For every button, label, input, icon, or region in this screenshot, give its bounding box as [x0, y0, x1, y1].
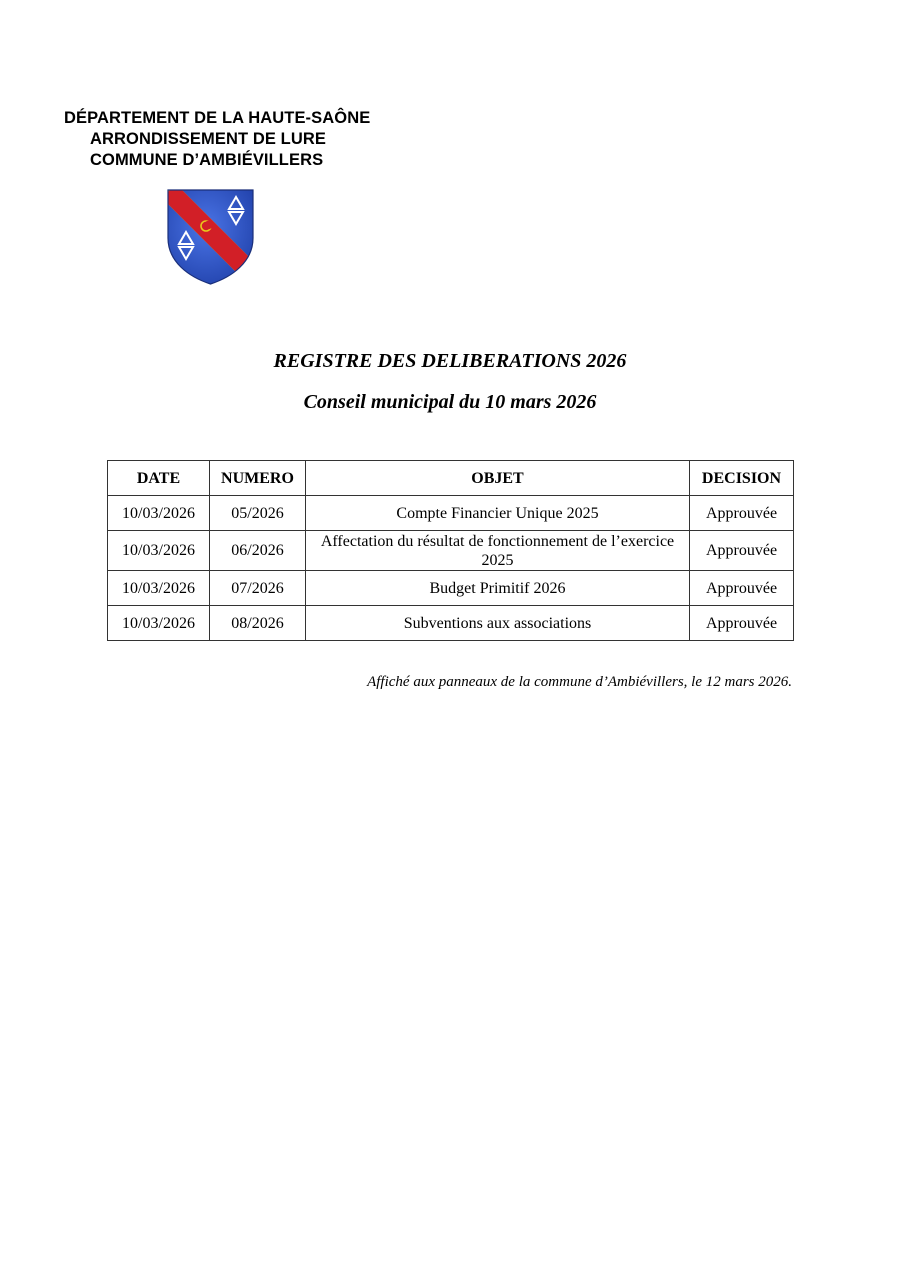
cell-objet: Subventions aux associations: [306, 606, 690, 641]
department-name: DÉPARTEMENT DE LA HAUTE-SAÔNE: [64, 109, 371, 127]
cell-decision: Approuvée: [690, 606, 794, 641]
cell-decision: Approuvée: [690, 496, 794, 531]
header-date: DATE: [108, 461, 210, 496]
cell-numero: 06/2026: [210, 531, 306, 571]
register-title: REGISTRE DES DELIBERATIONS 2026: [273, 350, 627, 372]
commune-name: COMMUNE D’AMBIÉVILLERS: [90, 151, 324, 169]
deliberations-table: [107, 460, 794, 641]
table-row: [108, 606, 794, 641]
cell-numero: 07/2026: [210, 571, 306, 606]
cell-decision: Approuvée: [690, 571, 794, 606]
header-objet: OBJET: [306, 461, 690, 496]
posting-notice: Affiché aux panneaux de la commune d’Ambiévillers, le 12 mars 2026.: [367, 674, 792, 690]
cell-date: 10/03/2026: [108, 531, 210, 571]
cell-objet: Compte Financier Unique 2025: [306, 496, 690, 531]
meeting-title: Conseil municipal du 10 mars 2026: [303, 391, 597, 413]
cell-date: 10/03/2026: [108, 496, 210, 531]
table-row: [108, 496, 794, 531]
coat-of-arms-icon: [166, 188, 255, 286]
cell-date: 10/03/2026: [108, 606, 210, 641]
arrondissement-name: ARRONDISSEMENT DE LURE: [90, 130, 326, 148]
administrative-header: [64, 108, 424, 171]
cell-numero: 08/2026: [210, 606, 306, 641]
header-decision: DECISION: [690, 461, 794, 496]
cell-date: 10/03/2026: [108, 571, 210, 606]
table-row: [108, 531, 794, 571]
header-numero: NUMERO: [210, 461, 306, 496]
cell-objet: Affectation du résultat de fonctionnement de l’exercice 2025: [306, 531, 690, 571]
cell-objet: Budget Primitif 2026: [306, 571, 690, 606]
table-row: [108, 571, 794, 606]
cell-decision: Approuvée: [690, 531, 794, 571]
table-header-row: [108, 461, 794, 496]
cell-numero: 05/2026: [210, 496, 306, 531]
